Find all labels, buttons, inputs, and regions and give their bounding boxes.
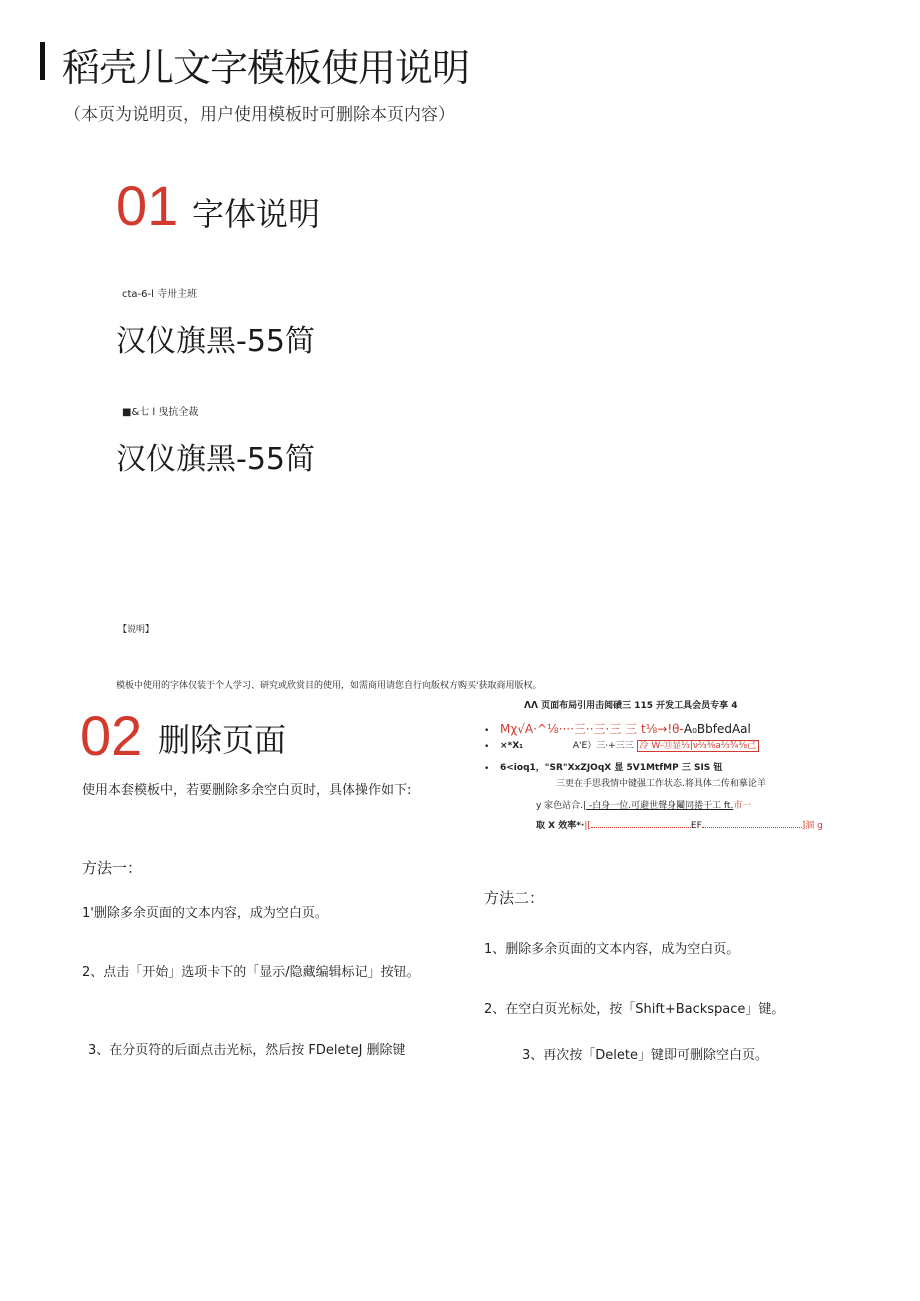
ribbon-row-5-red: 市一 xyxy=(733,801,752,811)
font-label-1: cta-6-l 寺卅主班 xyxy=(122,289,198,300)
bullet-3: • xyxy=(484,764,490,774)
method-2-step-3: 3、再次按「Delete」键即可删除空白页。 xyxy=(522,1048,768,1063)
ribbon-row-4: 三更在手思我情中键强工作状态.将具体二传和摹论羊 xyxy=(556,779,766,789)
method-2-step-2: 2、在空白页光标处，按「Shift+Backspace」键。 xyxy=(484,1002,785,1017)
bullet-2: • xyxy=(484,742,490,752)
note-text: 模板中使用的字体仅装于个人学习、研究或欣赏目的使用，如需商用请您自行向版权方购买'获取商用版权。 xyxy=(116,681,542,691)
ribbon-row-6-red: ]涸 g xyxy=(801,821,823,831)
dotted-leader-2 xyxy=(702,819,802,828)
ribbon-row-6: 取 X 效率*·|[ EF ]涸 g xyxy=(536,821,823,831)
method-1-title: 方法一： xyxy=(82,859,143,877)
ribbon-row-1-black: A₀BbfedAal xyxy=(683,722,751,736)
ribbon-menu-header: ᐱᐱ 页面布局引用击阅碛三 115 开发工具会员专享 4 xyxy=(524,701,738,711)
ribbon-row-2-red: 冷 W-⑬显⅓|ν⅔⅜a⅔¾⅜己 xyxy=(637,740,760,752)
page-subtitle: （本页为说明页，用户使用模板时可删除本页内容） xyxy=(64,105,455,125)
ribbon-row-1 xyxy=(500,721,751,737)
note-title: 【说明】 xyxy=(118,625,155,635)
ribbon-row-1-red: Mχ√A·^⅛····三··三·三 三 t⅛→!θ- xyxy=(500,722,684,736)
ribbon-row-2-b: A'E）三·+三三 xyxy=(572,741,634,751)
dotted-leader-1 xyxy=(591,819,691,828)
method-1-step-1: 1'删除多余页面的文本内容，成为空白页。 xyxy=(82,906,328,921)
page-title: 稻壳儿文字模板使用说明 xyxy=(62,46,470,90)
ribbon-row-5-black: y 家色站合. xyxy=(536,801,584,811)
ribbon-row-5-underlined: | -白身一位.可避世聲身鬮同捲干工 ft. xyxy=(583,801,734,811)
ribbon-row-6-mid: EF xyxy=(690,821,702,831)
ribbon-row-3: 6<ioq1，"SR"XxZJOqX 显 5V1MtfMP 三 SIS 钮 xyxy=(500,763,723,773)
bullet-1: • xyxy=(484,726,490,736)
title-accent-bar xyxy=(40,42,45,80)
ribbon-row-2 xyxy=(500,740,759,752)
method-2-title: 方法二： xyxy=(484,889,545,907)
section-2-number: 02 xyxy=(80,704,143,767)
font-sample-2: 汉仪旗黑-55简 xyxy=(116,442,315,477)
section-2-title: 删除页面 xyxy=(158,721,287,759)
font-label-2: ■&七 l 曳抗全裁 xyxy=(122,407,199,418)
ribbon-row-2-a: ×*X₁ xyxy=(500,741,524,751)
section-1-number: 01 xyxy=(116,174,179,237)
section-2-intro: 使用本套模板中，若要删除多余空白页时，具体操作如下: xyxy=(82,783,412,798)
ribbon-row-5 xyxy=(536,800,751,812)
font-sample-1: 汉仪旗黑-55简 xyxy=(116,324,315,359)
ribbon-row-6-black: 取 X 效率*· xyxy=(536,821,585,831)
method-1-step-3: 3、在分页符的后面点击光标，然后按 FDeleteJ 删除键 xyxy=(88,1043,406,1058)
section-1-title: 字体说明 xyxy=(192,195,321,233)
method-1-step-2: 2、点击「开始」选项卡下的「显示/隐藏编辑标记」按钮。 xyxy=(82,965,420,980)
method-2-step-1: 1、删除多余页面的文本内容，成为空白页。 xyxy=(484,942,740,957)
